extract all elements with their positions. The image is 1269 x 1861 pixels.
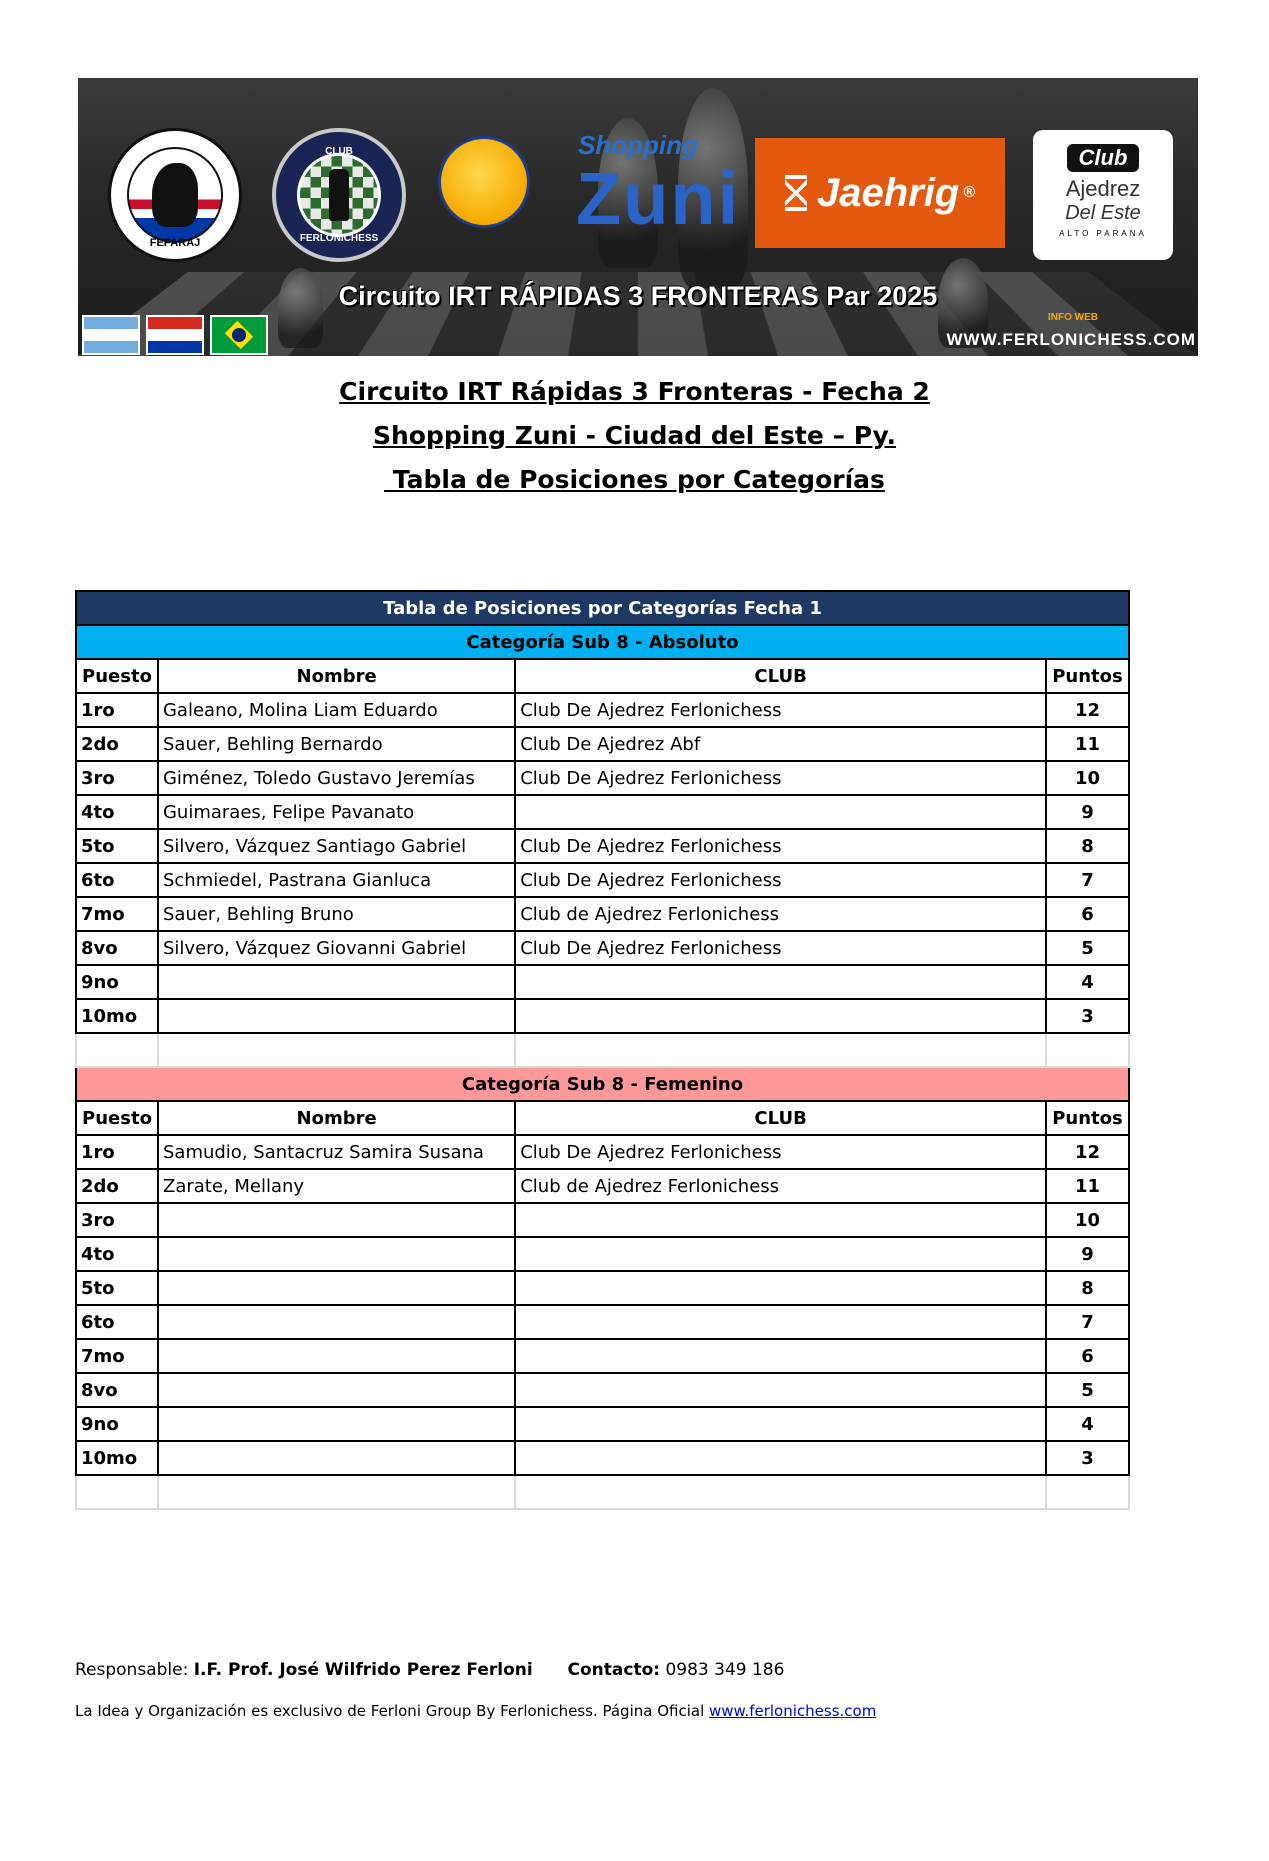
footer-idea: [75, 1702, 876, 1720]
document-titles: [0, 370, 1269, 502]
cell-puesto: 1ro: [76, 693, 158, 727]
table-row: [76, 1135, 1129, 1169]
cell-club: [515, 795, 1046, 829]
cell-nombre: Galeano, Molina Liam Eduardo: [158, 693, 515, 727]
cell-club: Club De Ajedrez Abf: [515, 727, 1046, 761]
king-icon: [329, 169, 349, 221]
cell-nombre: [158, 1441, 515, 1475]
title-line-3: Tabla de Posiciones por Categorías: [384, 465, 885, 494]
cell-puesto: 1ro: [76, 1135, 158, 1169]
title-line-1: Circuito IRT Rápidas 3 Fronteras - Fecha 2: [339, 377, 930, 406]
cell-club: [515, 1237, 1046, 1271]
title-line-2: Shopping Zuni - Ciudad del Este – Py.: [372, 421, 897, 450]
cell-puntos: 8: [1046, 1271, 1129, 1305]
cell-puntos: 9: [1046, 1237, 1129, 1271]
table-row: [76, 999, 1129, 1033]
ferlonichess-logo-top: CLUB: [325, 146, 353, 157]
cell-puntos: 7: [1046, 863, 1129, 897]
cell-nombre: [158, 1305, 515, 1339]
contacto-label: Contacto:: [567, 1660, 661, 1680]
cell-puntos: 6: [1046, 897, 1129, 931]
responsable-name: I.F. Prof. José Wilfrido Perez Ferloni: [193, 1660, 533, 1680]
table-row: [76, 863, 1129, 897]
cell-puesto: 8vo: [76, 1373, 158, 1407]
column-header-row: [76, 659, 1129, 693]
blank-cell: [158, 1033, 515, 1067]
blank-cell: [158, 1475, 515, 1509]
cell-puesto: 3ro: [76, 761, 158, 795]
cell-club: [515, 1339, 1046, 1373]
column-header-puntos: Puntos: [1046, 1101, 1129, 1135]
cell-puesto: 6to: [76, 1305, 158, 1339]
cell-club: Club de Ajedrez Ferlonichess: [515, 897, 1046, 931]
club-ajedrez-del-este-logo: [1033, 130, 1173, 260]
cell-puesto: 10mo: [76, 999, 158, 1033]
cell-club: [515, 1203, 1046, 1237]
cell-puesto: 10mo: [76, 1441, 158, 1475]
cell-puesto: 4to: [76, 1237, 158, 1271]
cell-nombre: [158, 1203, 515, 1237]
cell-puntos: 7: [1046, 1305, 1129, 1339]
cell-puesto: 5to: [76, 1271, 158, 1305]
cell-puesto: 8vo: [76, 931, 158, 965]
category-header: Categoría Sub 8 - Femenino: [76, 1067, 1129, 1101]
cell-club: Club De Ajedrez Ferlonichess: [515, 829, 1046, 863]
cell-nombre: [158, 999, 515, 1033]
cell-club: Club De Ajedrez Ferlonichess: [515, 1135, 1046, 1169]
cell-club: [515, 1271, 1046, 1305]
blank-row: [76, 1033, 1129, 1067]
blank-cell: [1046, 1475, 1129, 1509]
paraguay-flag-icon: [146, 315, 204, 355]
footer-responsable: [75, 1660, 784, 1680]
blank-cell: [1046, 1033, 1129, 1067]
column-header-puesto: Puesto: [76, 1101, 158, 1135]
standings-table: [75, 590, 1130, 1510]
cell-puesto: 5to: [76, 829, 158, 863]
table-row: [76, 1305, 1129, 1339]
table-row: [76, 1203, 1129, 1237]
contacto-value: 0983 349 186: [665, 1660, 785, 1680]
cell-nombre: [158, 1271, 515, 1305]
club-del-este-line4: ALTO PARANA: [1059, 229, 1147, 238]
column-header-row: [76, 1101, 1129, 1135]
column-header-club: CLUB: [515, 1101, 1046, 1135]
cell-club: [515, 1407, 1046, 1441]
cell-puesto: 9no: [76, 1407, 158, 1441]
feparaj-logo-text: FEPARAJ: [149, 237, 201, 249]
cell-nombre: [158, 1237, 515, 1271]
cell-nombre: Silvero, Vázquez Santiago Gabriel: [158, 829, 515, 863]
cell-puesto: 9no: [76, 965, 158, 999]
cell-club: Club De Ajedrez Ferlonichess: [515, 693, 1046, 727]
table-row: [76, 795, 1129, 829]
blank-cell: [515, 1033, 1046, 1067]
table-main-header: Tabla de Posiciones por Categorías Fecha 1: [76, 591, 1129, 625]
column-header-puntos: Puntos: [1046, 659, 1129, 693]
table-row: [76, 693, 1129, 727]
zuni-logo-sub: Shopping: [578, 130, 698, 160]
cell-nombre: [158, 1339, 515, 1373]
table-row: [76, 727, 1129, 761]
column-header-nombre: Nombre: [158, 1101, 515, 1135]
cell-nombre: Zarate, Mellany: [158, 1169, 515, 1203]
cell-nombre: Giménez, Toledo Gustavo Jeremías: [158, 761, 515, 795]
cell-club: Club De Ajedrez Ferlonichess: [515, 761, 1046, 795]
blank-row: [76, 1475, 1129, 1509]
column-header-club: CLUB: [515, 659, 1046, 693]
sun-icon: [438, 136, 530, 228]
column-header-nombre: Nombre: [158, 659, 515, 693]
responsable-label: Responsable:: [75, 1660, 189, 1680]
cell-puesto: 2do: [76, 1169, 158, 1203]
club-del-este-line1: Club: [1067, 144, 1140, 172]
cell-puntos: 10: [1046, 761, 1129, 795]
cell-nombre: Sauer, Behling Bernardo: [158, 727, 515, 761]
cell-nombre: Schmiedel, Pastrana Gianluca: [158, 863, 515, 897]
table-row: [76, 897, 1129, 931]
shopping-zuni-logo: [438, 130, 741, 240]
cell-nombre: [158, 965, 515, 999]
info-web-label: INFO WEB: [1048, 312, 1098, 323]
cell-puntos: 3: [1046, 1441, 1129, 1475]
table-row: [76, 1237, 1129, 1271]
cell-club: [515, 1305, 1046, 1339]
table-row: [76, 1373, 1129, 1407]
cell-puntos: 6: [1046, 1339, 1129, 1373]
zuni-logo-main: Zuni: [576, 157, 741, 240]
cell-puesto: 6to: [76, 863, 158, 897]
ferlonichess-logo: [272, 128, 406, 262]
cell-puntos: 12: [1046, 1135, 1129, 1169]
column-header-puesto: Puesto: [76, 659, 158, 693]
cell-club: Club De Ajedrez Ferlonichess: [515, 931, 1046, 965]
knight-icon: [152, 163, 198, 227]
cell-puntos: 9: [1046, 795, 1129, 829]
ferlonichess-logo-bottom: FERLONICHESS: [299, 233, 379, 244]
blank-cell: [515, 1475, 1046, 1509]
banner-title: Circuito IRT RÁPIDAS 3 FRONTERAS Par 2025: [338, 281, 938, 311]
table-row: [76, 829, 1129, 863]
cell-puntos: 11: [1046, 1169, 1129, 1203]
cell-club: Club de Ajedrez Ferlonichess: [515, 1169, 1046, 1203]
hourglass-icon: [785, 175, 807, 211]
cell-nombre: Samudio, Santacruz Samira Susana: [158, 1135, 515, 1169]
jaehrig-logo-text: Jaehrig: [816, 170, 960, 215]
cell-club: Club De Ajedrez Ferlonichess: [515, 863, 1046, 897]
cell-club: [515, 1441, 1046, 1475]
cell-puesto: 4to: [76, 795, 158, 829]
idea-text: La Idea y Organización es exclusivo de Ferloni Group By Ferlonichess. Página Oficial: [75, 1702, 710, 1720]
cell-nombre: Sauer, Behling Bruno: [158, 897, 515, 931]
feparaj-logo: [108, 128, 242, 262]
website-link[interactable]: www.ferlonichess.com: [709, 1702, 877, 1720]
cell-puntos: 4: [1046, 965, 1129, 999]
cell-puntos: 4: [1046, 1407, 1129, 1441]
brazil-flag-icon: [210, 315, 268, 355]
table-row: [76, 1407, 1129, 1441]
cell-club: [515, 1373, 1046, 1407]
cell-puntos: 5: [1046, 1373, 1129, 1407]
cell-nombre: Silvero, Vázquez Giovanni Gabriel: [158, 931, 515, 965]
club-del-este-line3: Del Este: [1065, 202, 1141, 224]
cell-puesto: 3ro: [76, 1203, 158, 1237]
cell-puesto: 7mo: [76, 1339, 158, 1373]
table-row: [76, 1169, 1129, 1203]
cell-puntos: 12: [1046, 693, 1129, 727]
table-row: [76, 965, 1129, 999]
cell-puesto: 2do: [76, 727, 158, 761]
table-row: [76, 931, 1129, 965]
blank-cell: [76, 1475, 158, 1509]
argentina-flag-icon: [82, 315, 140, 355]
cell-nombre: Guimaraes, Felipe Pavanato: [158, 795, 515, 829]
cell-puntos: 5: [1046, 931, 1129, 965]
cell-club: [515, 999, 1046, 1033]
cell-puntos: 8: [1046, 829, 1129, 863]
table-row: [76, 1441, 1129, 1475]
cell-club: [515, 965, 1046, 999]
banner-website: WWW.FERLONICHESS.COM: [946, 330, 1196, 349]
cell-nombre: [158, 1373, 515, 1407]
header-banner: [78, 78, 1198, 356]
table-row: [76, 1271, 1129, 1305]
table-row: [76, 1339, 1129, 1373]
blank-cell: [76, 1033, 158, 1067]
cell-puntos: 10: [1046, 1203, 1129, 1237]
cell-puesto: 7mo: [76, 897, 158, 931]
jaehrig-logo: Jaehrig ®: [755, 138, 1005, 248]
table-row: [76, 761, 1129, 795]
cell-puntos: 3: [1046, 999, 1129, 1033]
club-del-este-line2: Ajedrez: [1065, 176, 1141, 201]
category-header: Categoría Sub 8 - Absoluto: [76, 625, 1129, 659]
cell-nombre: [158, 1407, 515, 1441]
cell-puntos: 11: [1046, 727, 1129, 761]
